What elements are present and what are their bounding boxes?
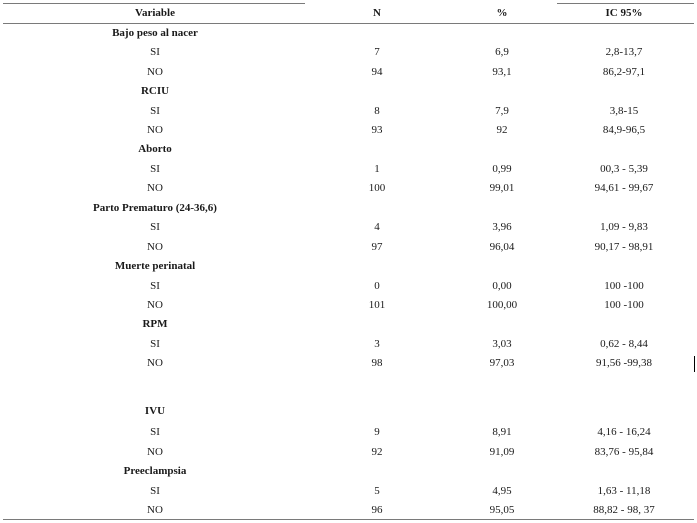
row-ic95: 83,76 - 95,84 [594,446,654,458]
row-percent: 99,01 [489,182,515,194]
column-header-n: N [373,7,381,19]
row-label: NO [147,124,163,136]
row-percent: 3,96 [492,221,512,233]
row-ic95: 100 -100 [604,299,644,311]
row-label: NO [147,504,163,516]
row-ic95: 1,09 - 9,83 [600,221,648,233]
header-bottom-rule [3,23,694,24]
row-n: 8 [374,105,380,117]
row-n: 7 [374,46,380,58]
row-ic95: 91,56 -99,38 [596,357,652,369]
row-percent: 96,04 [489,241,515,253]
column-header-ic95: IC 95% [605,7,643,19]
group-title: RCIU [140,85,170,97]
row-ic95: 86,2-97,1 [602,66,646,78]
row-percent: 93,1 [492,66,512,78]
group-title: Muerte perinatal [114,260,196,272]
group-title: Parto Prematuro (24-36,6) [93,202,217,214]
row-percent: 100,00 [486,299,518,311]
row-percent: 95,05 [489,504,515,516]
row-percent: 4,95 [492,485,512,497]
column-header-percent: % [496,7,508,19]
row-n: 101 [368,299,386,311]
row-label: NO [147,66,163,78]
row-n: 100 [368,182,386,194]
row-n: 3 [374,338,380,350]
row-label: NO [147,241,163,253]
row-label: NO [147,446,163,458]
row-n: 98 [371,357,383,369]
header-top-rule-right [557,3,694,4]
row-n: 94 [371,66,383,78]
row-percent: 6,9 [495,46,509,58]
row-n: 1 [374,163,380,175]
row-label: NO [147,299,163,311]
group-title: Bajo peso al nacer [112,27,198,39]
row-n: 4 [374,221,380,233]
row-percent: 7,9 [495,105,509,117]
row-n: 93 [371,124,383,136]
row-percent: 3,03 [492,338,512,350]
row-label: SI [150,485,160,497]
row-percent: 0,99 [492,163,512,175]
row-ic95: 1,63 - 11,18 [597,485,651,497]
row-ic95: 2,8-13,7 [605,46,643,58]
row-label: NO [147,357,163,369]
table-bottom-rule [3,519,694,520]
row-n: 9 [374,426,380,438]
row-label: SI [150,221,160,233]
row-n: 97 [371,241,383,253]
row-ic95: 94,61 - 99,67 [594,182,654,194]
group-title: IVU [144,405,166,417]
row-label: SI [150,163,160,175]
text-cursor [694,356,695,372]
column-header-variable: Variable [135,7,175,19]
row-label: SI [150,426,160,438]
row-ic95: 88,82 - 98, 37 [593,504,655,516]
group-title: RPM [142,318,168,330]
header-top-rule [3,3,305,4]
row-n: 96 [371,504,383,516]
row-percent: 0,00 [492,280,512,292]
row-percent: 91,09 [489,446,515,458]
row-ic95: 100 -100 [604,280,644,292]
row-ic95: 84,9-96,5 [602,124,646,136]
row-label: SI [150,280,160,292]
row-n: 0 [374,280,380,292]
row-ic95: 0,62 - 8,44 [600,338,648,350]
row-ic95: 4,16 - 16,24 [597,426,651,438]
row-label: SI [150,338,160,350]
row-label: SI [150,46,160,58]
row-ic95: 00,3 - 5,39 [600,163,648,175]
row-n: 92 [371,446,383,458]
row-percent: 8,91 [492,426,512,438]
group-title: Preeclampsia [123,465,187,477]
row-percent: 97,03 [489,357,515,369]
row-label: SI [150,105,160,117]
row-percent: 92 [496,124,508,136]
row-ic95: 90,17 - 98,91 [594,241,654,253]
row-n: 5 [374,485,380,497]
row-ic95: 3,8-15 [609,105,639,117]
row-label: NO [147,182,163,194]
group-title: Aborto [138,143,172,155]
